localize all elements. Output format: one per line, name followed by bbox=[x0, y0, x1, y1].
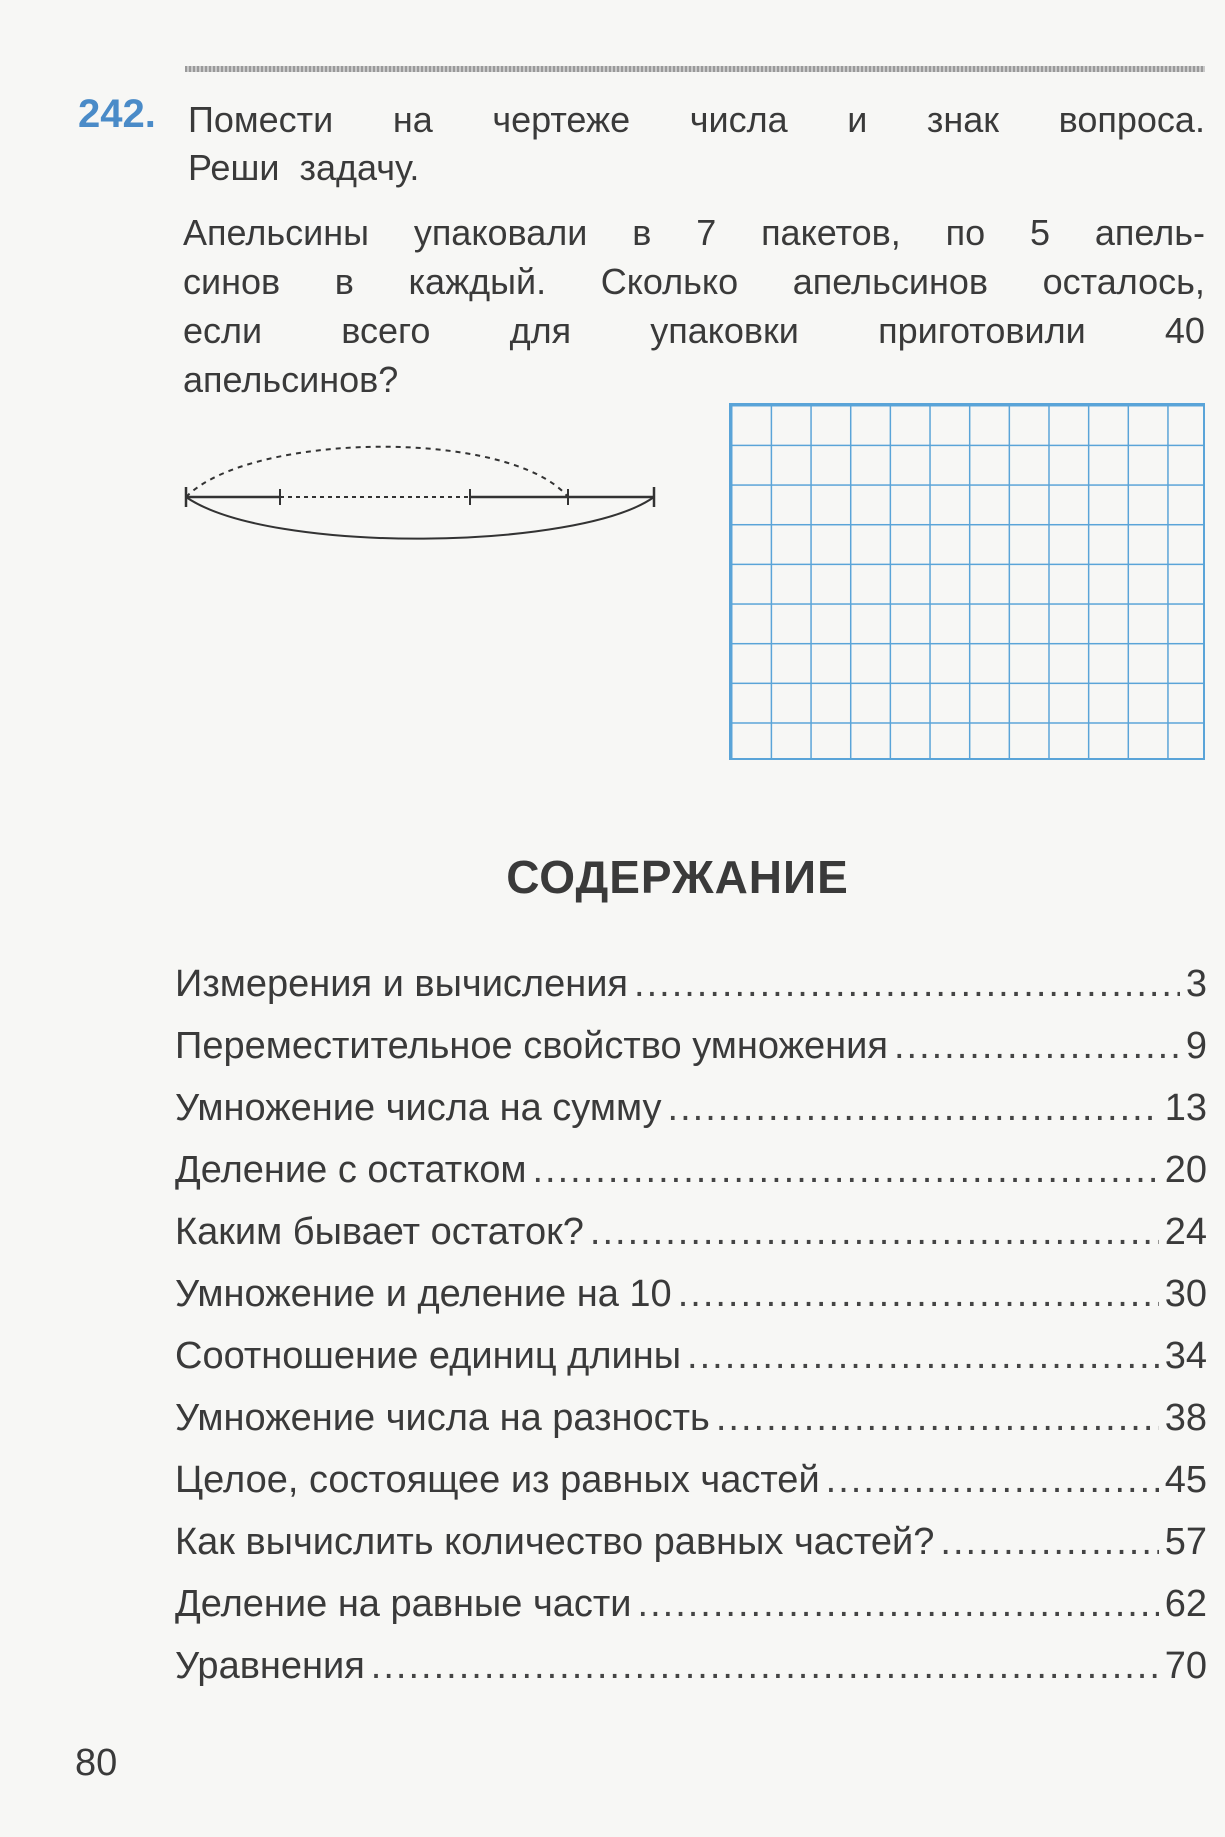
word: апельсинов? bbox=[183, 359, 399, 400]
word: 40 bbox=[1164, 310, 1205, 351]
toc-leader bbox=[940, 1521, 1158, 1564]
segment-diagram bbox=[180, 440, 670, 550]
toc-item-page: 38 bbox=[1164, 1397, 1207, 1439]
word: для bbox=[509, 310, 572, 351]
word: апель- bbox=[1094, 212, 1205, 253]
toc-leader bbox=[826, 1459, 1159, 1502]
toc-item bbox=[175, 963, 1207, 1025]
word: если bbox=[183, 310, 263, 351]
toc-leader bbox=[894, 1025, 1180, 1068]
word: вопроса. bbox=[1058, 99, 1205, 140]
toc-item bbox=[175, 1025, 1207, 1087]
toc-item-title: Умножение числа на разность bbox=[175, 1397, 710, 1439]
toc-item-title: Измерения и вычисления bbox=[175, 963, 629, 1005]
toc-item-title: Умножение и деление на 10 bbox=[175, 1273, 672, 1315]
toc-item-title: Как вычислить количество равных частей? bbox=[175, 1521, 935, 1563]
word: приготовили bbox=[878, 310, 1086, 351]
toc-leader bbox=[533, 1149, 1159, 1192]
answer-grid bbox=[729, 403, 1205, 760]
toc-item-page: 20 bbox=[1164, 1149, 1207, 1191]
word: в bbox=[632, 212, 652, 253]
toc-item-title: Переместительное свойство умножения bbox=[175, 1025, 888, 1067]
problem-line bbox=[183, 306, 1205, 355]
toc-item bbox=[175, 1211, 1207, 1273]
toc-item-page: 3 bbox=[1185, 963, 1207, 1005]
word: знак bbox=[926, 99, 1000, 140]
table-of-contents bbox=[175, 963, 1207, 1707]
task-instruction-line2: Реши задачу. bbox=[188, 147, 420, 188]
toc-item-title: Деление на равные части bbox=[175, 1583, 632, 1625]
word: каждый. bbox=[408, 261, 547, 302]
toc-item-title: Умножение числа на сумму bbox=[175, 1087, 662, 1129]
task-instruction-line1 bbox=[188, 96, 1205, 144]
word: синов bbox=[183, 261, 281, 302]
toc-item bbox=[175, 1273, 1207, 1335]
word: в bbox=[334, 261, 354, 302]
lower-solid-arc bbox=[186, 497, 654, 539]
toc-leader bbox=[634, 963, 1180, 1006]
problem-line bbox=[183, 208, 1205, 257]
toc-leader bbox=[687, 1335, 1159, 1378]
task-problem bbox=[183, 208, 1205, 404]
toc-item-page: 13 bbox=[1164, 1087, 1207, 1129]
word: Помести bbox=[188, 99, 334, 140]
toc-leader bbox=[668, 1087, 1159, 1130]
toc-item-page: 45 bbox=[1164, 1459, 1207, 1501]
toc-item bbox=[175, 1459, 1207, 1521]
word: на bbox=[392, 99, 433, 140]
word: упаковки bbox=[650, 310, 799, 351]
toc-item-page: 57 bbox=[1164, 1521, 1207, 1563]
word: 7 bbox=[696, 212, 717, 253]
contents-title: СОДЕРЖАНИЕ bbox=[506, 851, 849, 903]
task-number: 242. bbox=[78, 92, 156, 136]
toc-item-page: 30 bbox=[1164, 1273, 1207, 1315]
toc-item-title: Соотношение единиц длины bbox=[175, 1335, 682, 1377]
word: апельсинов bbox=[792, 261, 988, 302]
toc-leader bbox=[678, 1273, 1159, 1316]
word: 5 bbox=[1030, 212, 1051, 253]
word: по bbox=[945, 212, 986, 253]
toc-item bbox=[175, 1087, 1207, 1149]
upper-dashed-arc bbox=[186, 447, 568, 497]
toc-leader bbox=[716, 1397, 1159, 1440]
toc-item-page: 70 bbox=[1164, 1645, 1207, 1687]
toc-leader bbox=[371, 1645, 1159, 1688]
toc-item-title: Каким бывает остаток? bbox=[175, 1211, 584, 1253]
toc-item-page: 34 bbox=[1164, 1335, 1207, 1377]
toc-item bbox=[175, 1397, 1207, 1459]
word: пакетов, bbox=[761, 212, 901, 253]
word: и bbox=[847, 99, 868, 140]
toc-leader bbox=[590, 1211, 1159, 1254]
word: осталось, bbox=[1042, 261, 1205, 302]
toc-item-title: Деление с остатком bbox=[175, 1149, 527, 1191]
toc-item bbox=[175, 1583, 1207, 1645]
toc-item-page: 62 bbox=[1164, 1583, 1207, 1625]
toc-item-page: 24 bbox=[1164, 1211, 1207, 1253]
word: Сколько bbox=[600, 261, 739, 302]
toc-item-title: Уравнения bbox=[175, 1645, 365, 1687]
top-rule bbox=[185, 66, 1205, 72]
toc-item bbox=[175, 1521, 1207, 1583]
toc-item bbox=[175, 1149, 1207, 1211]
toc-leader bbox=[638, 1583, 1159, 1626]
problem-line bbox=[183, 355, 1205, 404]
word: упаковали bbox=[413, 212, 588, 253]
problem-line bbox=[183, 257, 1205, 306]
word: Апельсины bbox=[183, 212, 369, 253]
toc-item-page: 9 bbox=[1185, 1025, 1207, 1067]
toc-item bbox=[175, 1645, 1207, 1707]
page-number: 80 bbox=[75, 1742, 118, 1784]
word: числа bbox=[689, 99, 788, 140]
toc-item bbox=[175, 1335, 1207, 1397]
word: всего bbox=[341, 310, 431, 351]
toc-item-title: Целое, состоящее из равных частей bbox=[175, 1459, 820, 1501]
word: чертеже bbox=[492, 99, 631, 140]
